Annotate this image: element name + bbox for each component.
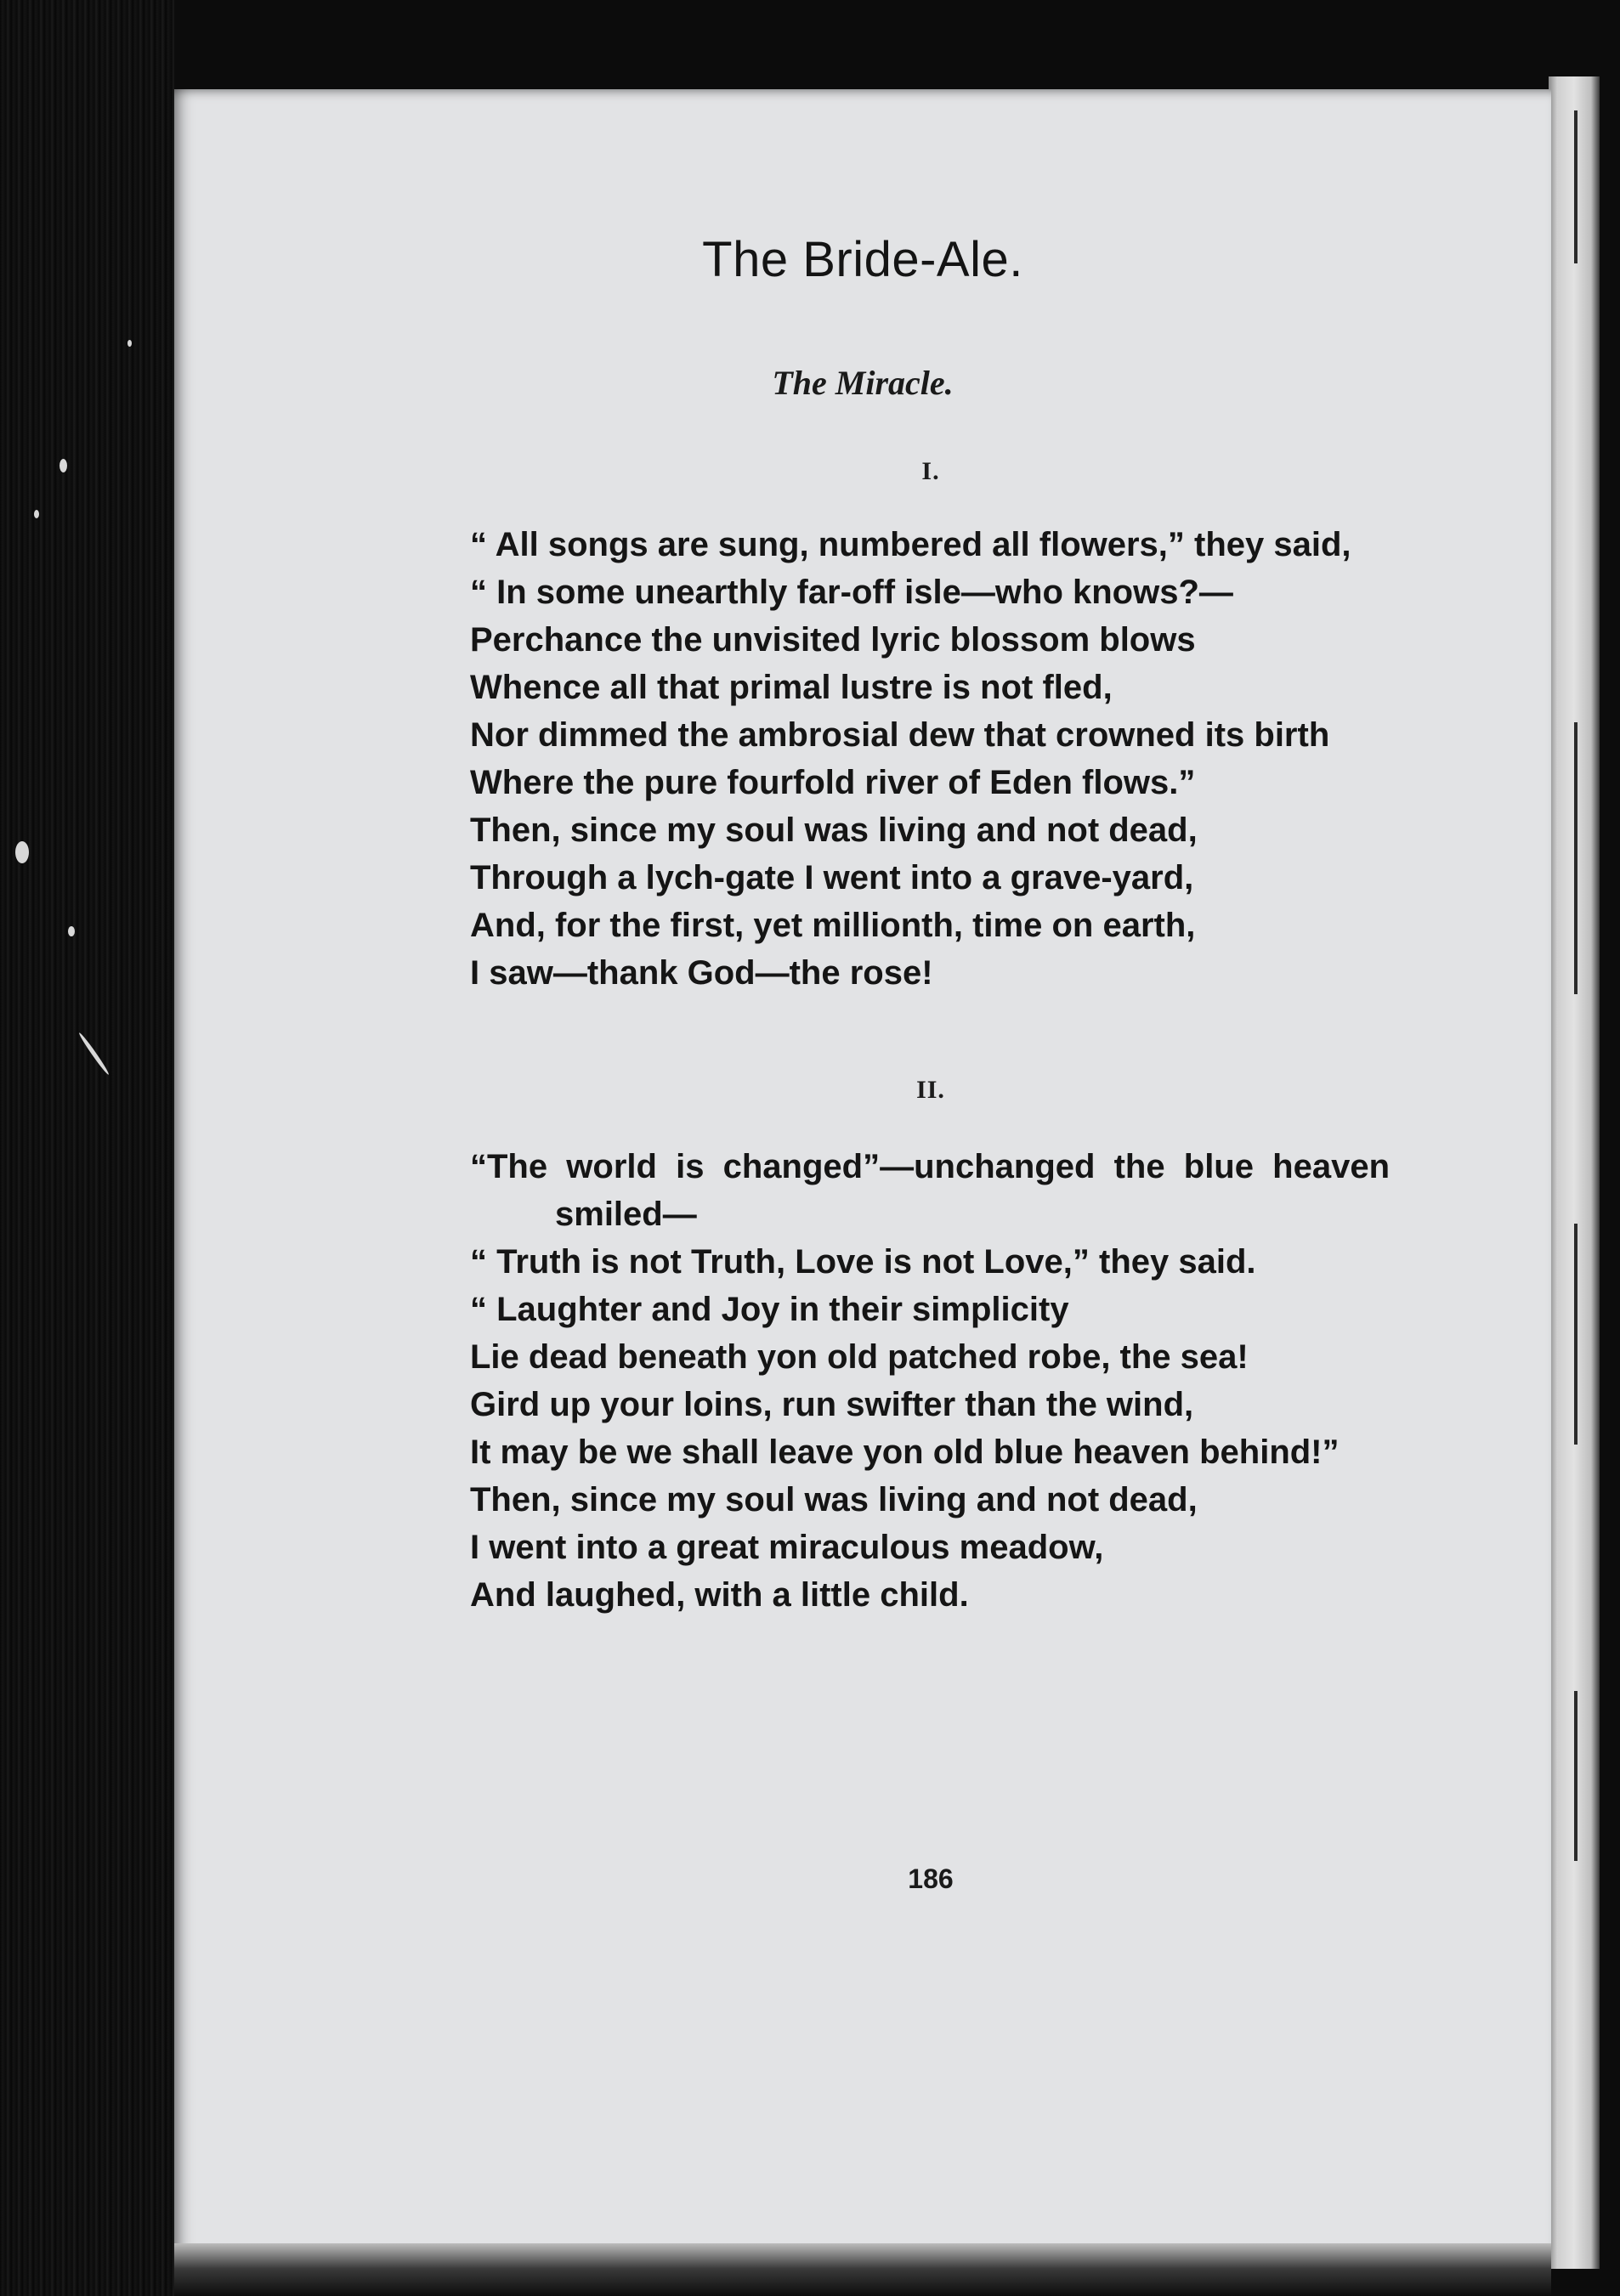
verse-line: “ Truth is not Truth, Love is not Love,” they said.: [470, 1243, 1256, 1281]
verse-line: Then, since my soul was living and not dead,: [470, 1481, 1198, 1518]
edge-line: [1574, 110, 1578, 263]
verse-line-continuation: smiled—: [555, 1196, 697, 1233]
binding-speck: [15, 841, 29, 863]
poem-subtitle: The Miracle.: [772, 364, 954, 402]
binding-speck: [77, 1032, 110, 1076]
verse-line: Whence all that primal lustre is not fled,: [470, 669, 1113, 706]
verse-line: Nor dimmed the ambrosial dew that crowned its birth: [470, 716, 1330, 754]
book-binding-left: [0, 0, 174, 2296]
edge-line: [1574, 1224, 1578, 1445]
binding-speck: [68, 926, 75, 936]
verse-line: Lie dead beneath yon old patched robe, the sea!: [470, 1338, 1249, 1376]
verse-line: And laughed, with a little child.: [470, 1576, 969, 1614]
adjacent-page-edge: [1549, 76, 1600, 2269]
section-numeral-1: I.: [921, 457, 940, 485]
section-numeral-2: II.: [916, 1076, 945, 1104]
verse-line: “ All songs are sung, numbered all flowers,” they said,: [470, 526, 1351, 563]
edge-line: [1574, 1691, 1578, 1861]
binding-speck: [34, 510, 39, 518]
binding-speck: [59, 459, 67, 472]
verse-line: Gird up your loins, run swifter than the wind,: [470, 1386, 1194, 1423]
stanza-2: [470, 1143, 1390, 1619]
verse-line: Through a lych-gate I went into a grave-yard,: [470, 859, 1194, 896]
verse-line: And, for the first, yet millionth, time on earth,: [470, 907, 1196, 944]
page-bottom-shadow: [174, 2243, 1551, 2296]
verse-line: “The world is changed”—unchanged the blue heaven: [470, 1148, 1390, 1185]
poem-title: The Bride-Ale.: [702, 232, 1023, 287]
page-number: 186: [908, 1863, 954, 1894]
verse-line: Perchance the unvisited lyric blossom blows: [470, 621, 1196, 659]
verse-line: I went into a great miraculous meadow,: [470, 1529, 1104, 1566]
binding-speck: [127, 340, 132, 347]
verse-line: Then, since my soul was living and not dead,: [470, 812, 1198, 849]
verse-line: “ In some unearthly far-off isle—who knows?—: [470, 574, 1233, 611]
verse-line: It may be we shall leave yon old blue heaven behind!”: [470, 1434, 1340, 1471]
stanza-1: [470, 521, 1351, 997]
verse-line: I saw—thank God—the rose!: [470, 954, 933, 992]
verse-line: “ Laughter and Joy in their simplicity: [470, 1291, 1069, 1328]
edge-line: [1574, 722, 1578, 994]
verse-line: Where the pure fourfold river of Eden flows.”: [470, 764, 1196, 801]
